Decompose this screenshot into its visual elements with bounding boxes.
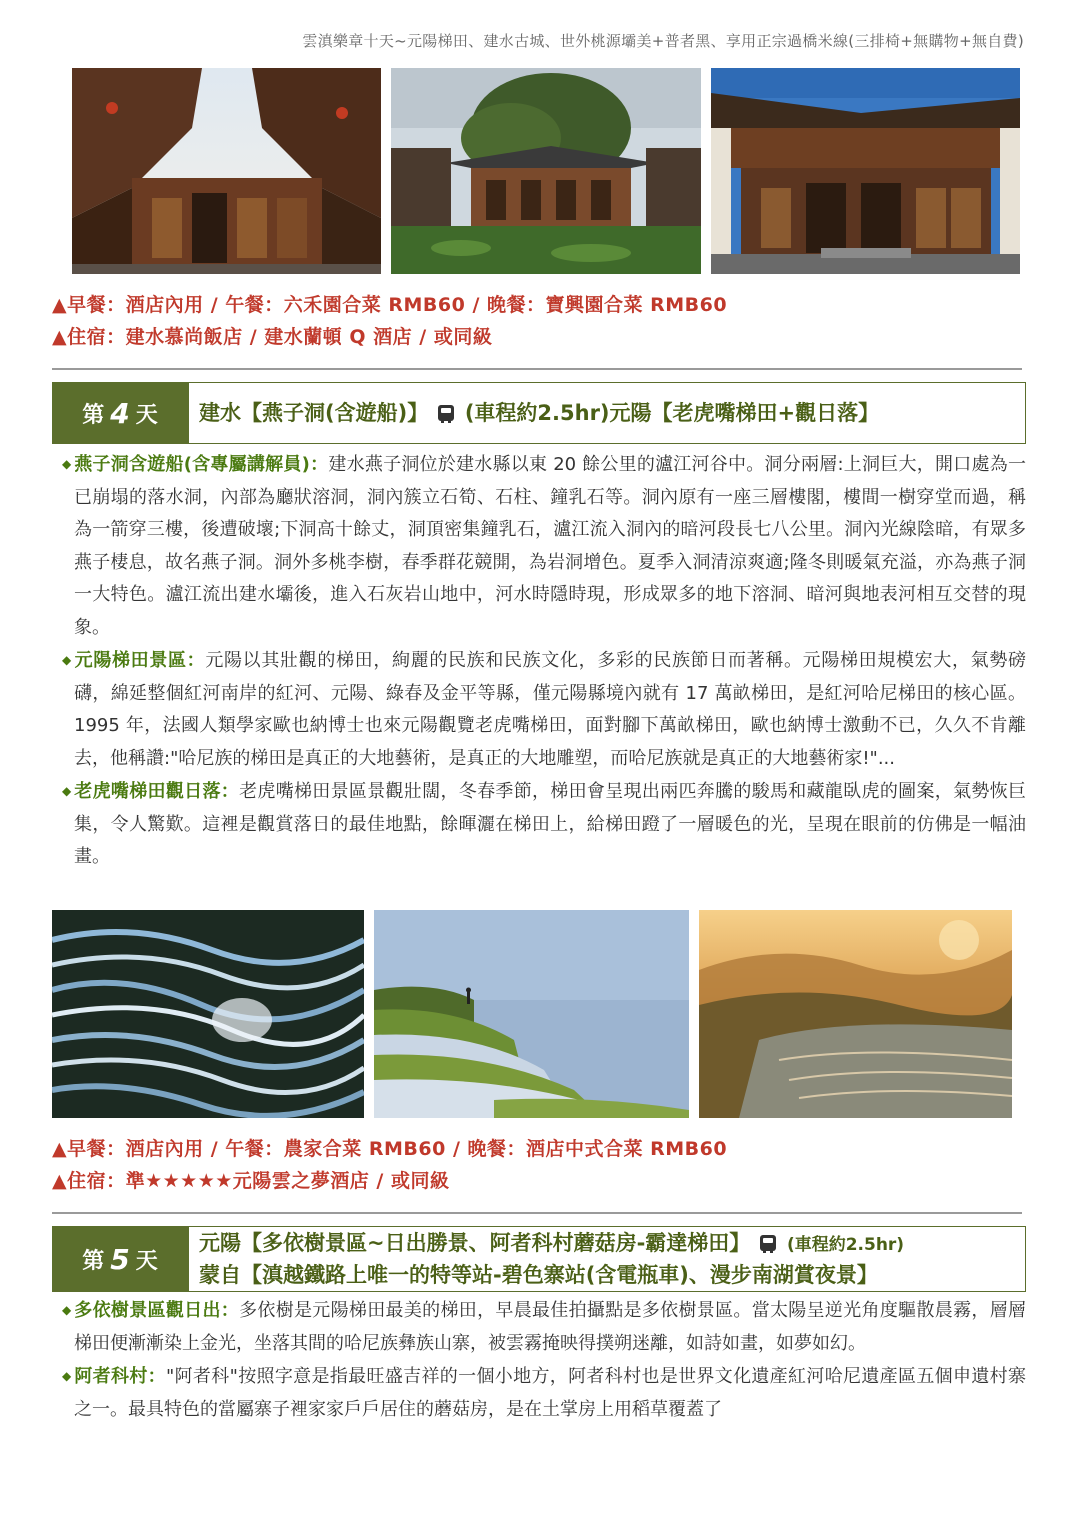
divider-day4 [52, 368, 1022, 370]
day4-section-swallow-cave [52, 448, 1026, 644]
day4-hotel: ▲住宿：準★★★★★元陽雲之夢酒店 / 或同級 [52, 1170, 450, 1192]
day4-section-laohuzui-sunset [52, 775, 1026, 874]
diamond-bullet-icon: ◆ [62, 457, 72, 471]
section-text: 元陽以其壯觀的梯田，絢麗的民族和民族文化，多彩的民族節日而著稱。元陽梯田規模宏大，氣勢磅礴，綿延整個紅河南岸的紅河、元陽、綠春及金平等縣，僅元陽縣境內就有 17 萬畝梯田，是紅河哈尼梯田的核心區。1995 年，法國人類學家歐也納博士也來元陽觀覽老虎嘴梯田，面對腳下萬畝梯田，歐也納博士激動不已，久久不肯離去，他稱讚:"哈尼族的梯田是真正的大地藝術，是真正的大地雕塑，而哈尼族就是真正的大地藝術家!"... [74, 650, 1027, 769]
photo-terraces-sunset-image [699, 910, 1012, 1118]
day5-title-line2: 蒙自【滇越鐵路上唯一的特等站-碧色寨站(含電瓶車)、漫步南湖賞夜景】 [199, 1263, 878, 1287]
photo-terraces-farmer-image [374, 910, 689, 1118]
day4-title [189, 383, 1025, 443]
section-term: 元陽梯田景區： [74, 650, 206, 671]
photo-courtyard [72, 68, 381, 274]
photo-residence-facade-image [711, 68, 1020, 274]
day4-title-b: (車程約2.5hr)元陽【老虎嘴梯田+觀日落】 [464, 401, 880, 425]
photo-terraces-farmer [374, 910, 689, 1118]
day4-meals: ▲早餐：酒店內用 / 午餐：農家合菜 RMB60 / 晚餐：酒店中式合菜 RMB60 [52, 1138, 728, 1160]
photo-terraces-sunset [699, 910, 1012, 1118]
section-text: 建水燕子洞位於建水縣以東 20 餘公里的瀘江河谷中。洞分兩層:上洞巨大，開口處為一已崩塌的落水洞，內部為廳狀溶洞，洞內簇立石筍、石柱、鐘乳石等。洞內原有一座三層樓閣，樓間一樹穿堂而過，稱為一箭穿三樓，後遭破壞;下洞高十餘丈，洞頂密集鐘乳石，瀘江流入洞內的暗河段長七八公里。洞內光線陰暗，有眾多燕子棲息，故名燕子洞。洞外多桃李樹，春季群花競開，為岩洞增色。夏季入洞清涼爽適;隆冬則暖氣充溢，亦為燕子洞一大特色。瀘江流出建水壩後，進入石灰岩山地中，河水時隱時現，形成眾多的地下溶洞、暗河與地表河相互交替的現象。 [74, 454, 1026, 638]
diamond-bullet-icon: ◆ [62, 653, 72, 667]
day4-suffix: 天 [135, 402, 160, 428]
section-term: 阿者科村： [74, 1366, 166, 1387]
bus-icon [760, 1235, 776, 1251]
diamond-bullet-icon: ◆ [62, 784, 72, 798]
day4-prefix: 第 [82, 402, 107, 428]
section-text: 老虎嘴梯田景區景觀壯闊，冬春季節，梯田會呈現出兩匹奔騰的駿馬和藏龍臥虎的圖案，氣勢恢巨集，令人驚歎。這裡是觀賞落日的最佳地點，餘暉灑在梯田上，給梯田蹬了一層暖色的光，呈現在眼前的仿佛是一幅油畫。 [74, 781, 1026, 867]
photo-residence-facade [711, 68, 1020, 274]
divider-day5 [52, 1212, 1022, 1214]
day3-hotel: ▲住宿：建水慕尚飯店 / 建水蘭頓 Q 酒店 / 或同級 [52, 326, 493, 348]
day5-banner [52, 1226, 1026, 1292]
bus-icon [438, 405, 454, 421]
diamond-bullet-icon: ◆ [62, 1303, 72, 1317]
day4-description [52, 448, 1026, 874]
section-term: 燕子洞含遊船(含專屬講解員)： [74, 454, 329, 475]
day4-number: 4 [110, 396, 132, 430]
day5-title [189, 1227, 1025, 1291]
day5-suffix: 天 [135, 1248, 160, 1274]
page-header: 雲滇樂章十天~元陽梯田、建水古城、世外桃源壩美+普者黑、享用正宗過橋米線(三排椅+無購物+無自費) [302, 32, 1024, 50]
photo-terraces-reflection [52, 910, 364, 1118]
photo-pavilion-pond-image [391, 68, 701, 274]
day5-section-duoyishu [52, 1294, 1026, 1360]
diamond-bullet-icon: ◆ [62, 1369, 72, 1383]
day4-title-a: 建水【燕子洞(含遊船)】 [199, 401, 429, 425]
day5-section-azheke [52, 1360, 1026, 1426]
day4-label [53, 383, 189, 443]
day5-label [53, 1227, 189, 1291]
jianshui-photo-row [72, 68, 1020, 274]
day5-title-line1-a: 元陽【多依樹景區~日出勝景、阿者科村蘑菇房-霸達梯田】 [199, 1231, 751, 1255]
section-text: 多依樹是元陽梯田最美的梯田，早晨最佳拍攝點是多依樹景區。當太陽呈逆光角度驅散晨霧，層層梯田便漸漸染上金光，坐落其間的哈尼族彝族山寨，被雲霧掩映得撲朔迷離，如詩如畫，如夢如幻。 [74, 1300, 1026, 1354]
day4-section-yuanyang-terraces [52, 644, 1026, 775]
section-term: 老虎嘴梯田觀日落： [74, 781, 240, 802]
day4-banner [52, 382, 1026, 444]
day5-title-line1-b: (車程約2.5hr) [786, 1235, 905, 1255]
day5-prefix: 第 [82, 1248, 107, 1274]
photo-pavilion-pond [391, 68, 701, 274]
day5-description [52, 1294, 1026, 1426]
photo-courtyard-image [72, 68, 381, 274]
photo-terraces-reflection-image [52, 910, 364, 1118]
section-text: "阿者科"按照字意是指最旺盛吉祥的一個小地方，阿者科村也是世界文化遺產紅河哈尼遺產區五個申遺村寨之一。最具特色的當屬寨子裡家家戶戶居住的蘑菇房，是在土掌房上用稻草覆蓋了 [74, 1366, 1027, 1420]
section-term: 多依樹景區觀日出： [74, 1300, 240, 1321]
day3-meals: ▲早餐：酒店內用 / 午餐：六禾園合菜 RMB60 / 晚餐：寶興園合菜 RMB60 [52, 294, 728, 316]
terrace-photo-row [52, 910, 1012, 1118]
day5-number: 5 [110, 1242, 132, 1276]
